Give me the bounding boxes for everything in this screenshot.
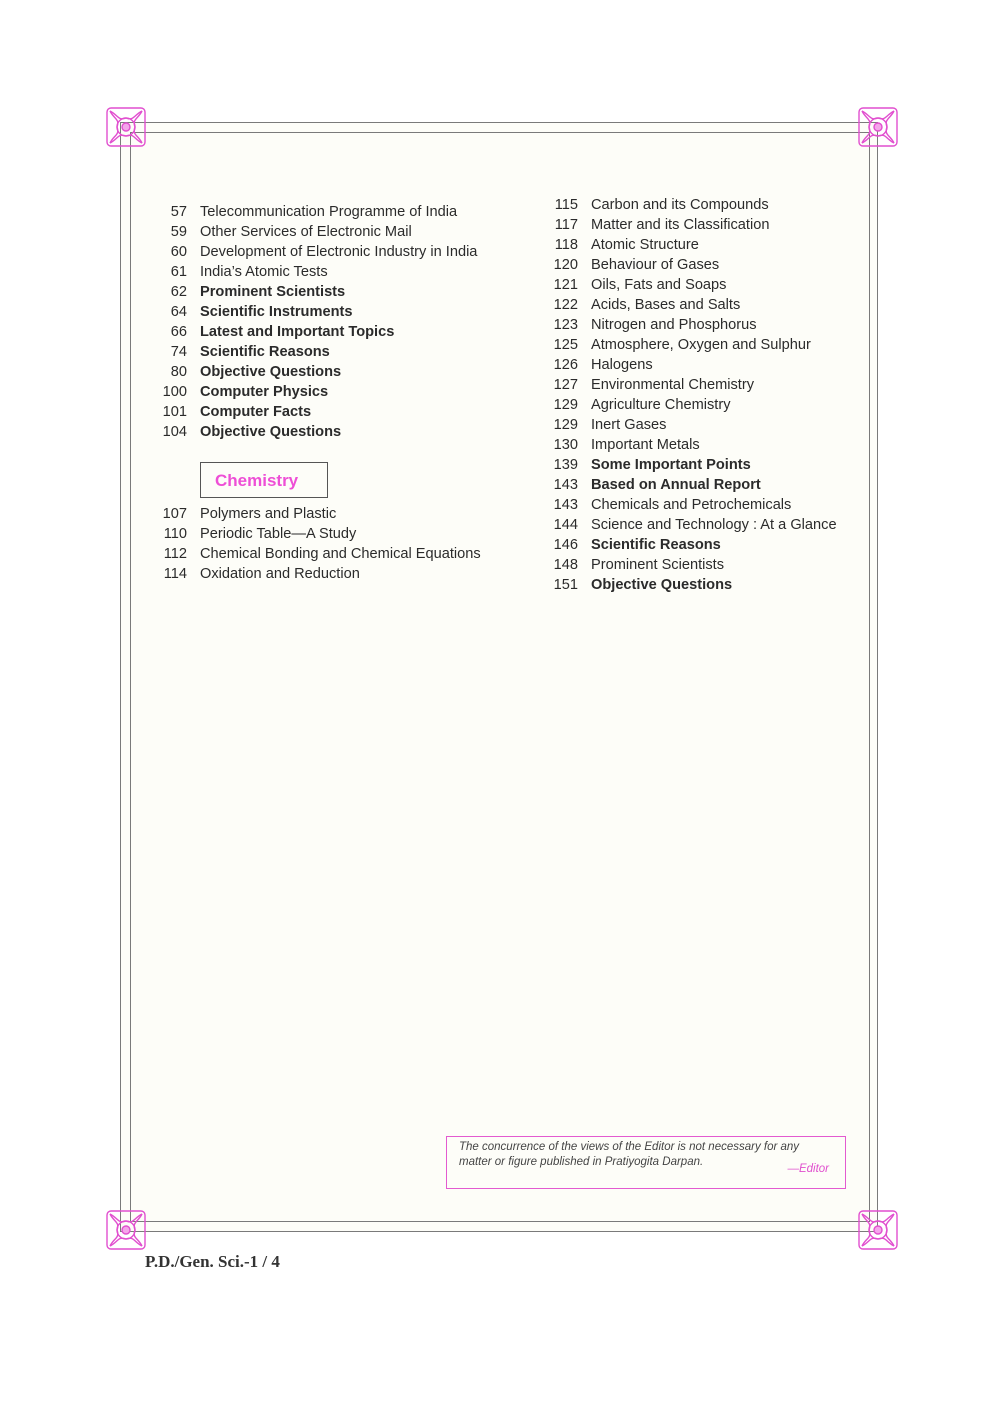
toc-title: Polymers and Plastic: [200, 506, 337, 522]
toc-page-number: 122: [553, 297, 578, 313]
toc-title: Computer Physics: [200, 384, 329, 400]
toc-page-number: 144: [553, 517, 578, 533]
toc-page-number: 121: [553, 277, 578, 293]
toc-page-number: 64: [170, 304, 187, 320]
toc-title: Development of Electronic Industry in India: [200, 244, 478, 260]
toc-page-number: 130: [553, 437, 578, 453]
toc-page-number: 59: [170, 224, 187, 240]
toc-page-number: 125: [553, 337, 578, 353]
toc-entry: [0, 335, 992, 355]
toc-page-number: 151: [553, 577, 578, 593]
toc-title: Prominent Scientists: [200, 284, 346, 300]
toc-page-number: 146: [553, 537, 578, 553]
toc-page-number: 107: [162, 506, 187, 522]
toc-page-number: 143: [553, 497, 578, 513]
toc-title: Oils, Fats and Soaps: [591, 277, 727, 293]
toc-title: Atmosphere, Oxygen and Sulphur: [591, 337, 811, 353]
disclaimer-signature: —Editor: [787, 1163, 829, 1175]
toc-entry: [0, 275, 992, 295]
corner-ornament-icon: [856, 105, 900, 149]
toc-title: Oxidation and Reduction: [200, 566, 360, 582]
toc-title: Chemical Bonding and Chemical Equations: [200, 546, 481, 562]
toc-title: Carbon and its Compounds: [591, 197, 769, 213]
toc-entry: [0, 515, 992, 535]
toc-title: Atomic Structure: [591, 237, 699, 253]
corner-ornament-icon: [104, 105, 148, 149]
corner-ornament-icon: [104, 1208, 148, 1252]
toc-page-number: 61: [170, 264, 187, 280]
corner-ornament-icon: [856, 1208, 900, 1252]
toc-entry: [0, 195, 992, 215]
toc-title: Objective Questions: [200, 424, 342, 440]
toc-page-number: 80: [170, 364, 187, 380]
toc-title: Telecommunication Programme of India: [200, 204, 458, 220]
toc-title: Matter and its Classification: [591, 217, 770, 233]
toc-page-number: 100: [162, 384, 187, 400]
toc-title: Objective Questions: [200, 364, 342, 380]
toc-entry: [0, 315, 992, 335]
toc-page-number: 127: [553, 377, 578, 393]
toc-title: Other Services of Electronic Mail: [200, 224, 412, 240]
editor-disclaimer: [446, 1136, 846, 1189]
toc-title: Halogens: [591, 357, 653, 373]
toc-title: Prominent Scientists: [591, 557, 725, 573]
toc-entry: [0, 395, 992, 415]
toc-page-number: 62: [170, 284, 187, 300]
disclaimer-line-1: The concurrence of the views of the Editor is not necessary for any: [459, 1141, 800, 1153]
toc-title: Inert Gases: [591, 417, 667, 433]
toc-page-number: 115: [554, 197, 578, 213]
toc-title: Scientific Reasons: [200, 344, 330, 360]
toc-title: Behaviour of Gases: [591, 257, 720, 273]
toc-title: Objective Questions: [591, 577, 733, 593]
toc-entry: [0, 535, 992, 555]
toc-page-number: 117: [554, 217, 578, 233]
toc-page-number: 123: [553, 317, 578, 333]
toc-page-number: 104: [162, 424, 187, 440]
toc-title: India’s Atomic Tests: [200, 264, 328, 280]
toc-title: Science and Technology : At a Glance: [591, 517, 837, 533]
toc-title: Environmental Chemistry: [591, 377, 755, 393]
toc-page-number: 118: [554, 237, 578, 253]
toc-title: Based on Annual Report: [591, 477, 761, 493]
toc-title: Computer Facts: [200, 404, 312, 420]
toc-page-number: 143: [553, 477, 578, 493]
toc-title: Some Important Points: [591, 457, 751, 473]
toc-page-number: 129: [553, 397, 578, 413]
toc-page-number: 148: [553, 557, 578, 573]
page-footer: P.D./Gen. Sci.-1 / 4: [145, 1252, 280, 1271]
toc-page-number: 110: [163, 526, 187, 542]
toc-title: Acids, Bases and Salts: [591, 297, 741, 313]
toc-entry: [0, 475, 992, 495]
toc-page-number: 112: [163, 546, 187, 562]
toc-entry: [0, 455, 992, 475]
toc-entry: [0, 415, 992, 435]
toc-entry: [0, 575, 992, 595]
toc-entry: [0, 255, 992, 275]
toc-title: Agriculture Chemistry: [591, 397, 731, 413]
toc-page-number: 101: [162, 404, 187, 420]
toc-entry: [0, 555, 992, 575]
toc-page-number: 120: [553, 257, 578, 273]
toc-page-number: 126: [553, 357, 578, 373]
toc-title: Important Metals: [591, 437, 700, 453]
toc-entry: [0, 215, 992, 235]
section-heading: Chemistry: [215, 471, 299, 490]
toc-page-number: 66: [170, 324, 187, 340]
toc-entry: [0, 495, 992, 515]
toc-title: Scientific Reasons: [591, 537, 721, 553]
toc-entry: [0, 435, 992, 455]
toc-title: Chemicals and Petrochemicals: [591, 497, 792, 513]
toc-title: Scientific Instruments: [200, 304, 353, 320]
toc-entry: [0, 295, 992, 315]
toc-title: Latest and Important Topics: [200, 324, 395, 340]
disclaimer-line-2: matter or figure published in Pratiyogita Darpan.: [459, 1156, 704, 1168]
toc-page-number: 139: [553, 457, 578, 473]
toc-page-number: 129: [553, 417, 578, 433]
toc-entry: [0, 355, 992, 375]
toc-title: Periodic Table—A Study: [200, 526, 357, 542]
toc-title: Nitrogen and Phosphorus: [591, 317, 757, 333]
toc-entry: [0, 375, 992, 395]
toc-entry: [0, 235, 992, 255]
toc-page-number: 60: [170, 244, 187, 260]
toc-page-number: 57: [170, 204, 187, 220]
toc-page-number: 74: [170, 344, 187, 360]
toc-page-number: 114: [163, 566, 187, 582]
